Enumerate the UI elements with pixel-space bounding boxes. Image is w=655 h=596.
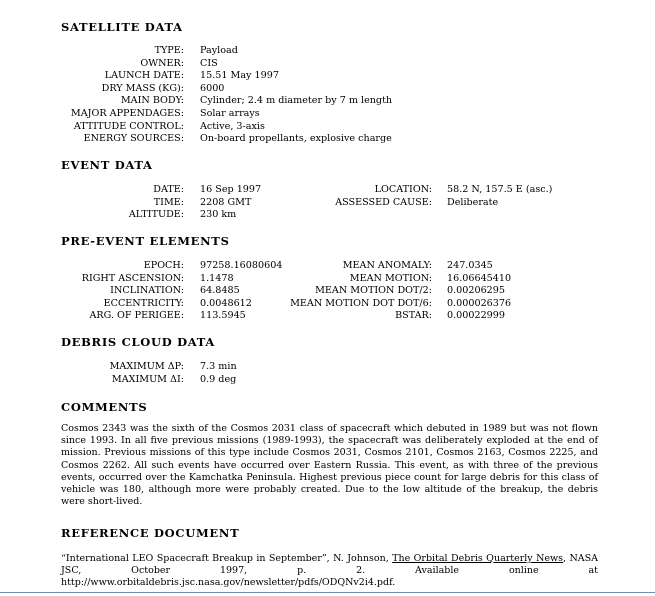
reference-citation: [61, 553, 598, 590]
debris-field-row: [0, 374, 237, 387]
element-field-label: MEAN MOTION DOT/2:: [315, 285, 432, 297]
event-field-row: [0, 197, 552, 210]
event-field-label: DATE:: [153, 184, 184, 195]
element-field-value: 64.8485: [200, 285, 240, 297]
satellite-field-label: TYPE:: [154, 45, 184, 56]
satellite-field-value: Payload: [200, 45, 238, 56]
section-heading-pre-event-elements: PRE-EVENT ELEMENTS: [61, 234, 230, 248]
satellite-field-label: ENERGY SOURCES:: [83, 133, 184, 145]
element-field-label: EPOCH:: [143, 260, 184, 271]
element-field-value: 0.000026376: [447, 297, 512, 309]
debris-cloud-data-table: [0, 361, 237, 386]
section-heading-reference-document: REFERENCE DOCUMENT: [61, 526, 240, 540]
satellite-field-value: CIS: [200, 57, 218, 69]
element-field-row: [0, 310, 511, 323]
event-field-label: LOCATION:: [374, 184, 432, 195]
element-field-label: MEAN ANOMALY:: [342, 260, 432, 271]
event-field-row: [0, 209, 261, 222]
satellite-field-value: Solar arrays: [200, 107, 260, 119]
debris-field-row: [0, 361, 237, 374]
event-field-value: 58.2 N, 157.5 E (asc.): [447, 184, 553, 195]
element-field-value: 0.00206295: [447, 285, 505, 297]
debris-field-value: 0.9 deg: [200, 373, 237, 385]
satellite-field-row: [0, 108, 392, 121]
satellite-field-value: Cylinder; 2.4 m diameter by 7 m length: [200, 95, 393, 107]
element-field-label: ARG. OF PERIGEE:: [89, 310, 184, 322]
reference-citation-details: , NASA JSC, October 1997, p. 2. Available online at http://www.orbitaldebris.jsc.nasa.gov/newsletter/pdfs/ODQNv2i4.pdf.: [61, 553, 598, 589]
element-field-label: MEAN MOTION:: [349, 272, 432, 284]
event-field-value: 230 km: [200, 209, 237, 221]
element-field-value: 0.0048612: [200, 297, 252, 309]
debris-field-value: 7.3 min: [200, 361, 237, 372]
element-field-value: 97258.16080604: [200, 260, 283, 271]
event-field-row: [0, 184, 552, 197]
comments-paragraph: Cosmos 2343 was the sixth of the Cosmos 2031 class of spacecraft which debuted in 1989 but was not flown since 1993. In all five previous missions (1989-1993), the spacecraft was deliberately exploded at the end of mission. Previous missions of this type include Cosmos 2031, Cosmos 2101, Cosmos 2163, Cosmos 2225, and Cosmos 2262. All such events have occurred over Eastern Russia. This event, as with three of the previous events, occurred over the Kamchatka Peninsula. Highest previous piece count for large debris for this class of vehicle was 180, although more were probably created. Due to the low altitude of the breakup, the debris were short-lived.: [61, 423, 598, 508]
element-field-value: 16.06645410: [447, 272, 512, 284]
event-field-value: Deliberate: [447, 196, 499, 208]
satellite-field-row: [0, 83, 392, 96]
pre-event-elements-right-table: [0, 260, 511, 323]
satellite-field-row: [0, 121, 392, 134]
element-field-label: ECCENTRICITY:: [103, 297, 184, 309]
satellite-field-label: DRY MASS (KG):: [101, 82, 184, 94]
event-field-value: 2208 GMT: [200, 196, 252, 208]
element-field-row: [0, 285, 511, 298]
satellite-field-value: On-board propellants, explosive charge: [200, 133, 392, 145]
satellite-field-label: MAIN BODY:: [120, 95, 184, 107]
page-bottom-rule: [0, 592, 655, 593]
section-heading-satellite-data: SATELLITE DATA: [61, 20, 183, 34]
section-heading-debris-cloud-data: DEBRIS CLOUD DATA: [61, 335, 215, 349]
event-data-right-table: [0, 184, 552, 209]
satellite-field-row: [0, 58, 392, 71]
element-field-value: 113.5945: [200, 310, 246, 322]
satellite-field-value: Active, 3-axis: [200, 120, 265, 132]
event-field-label: TIME:: [153, 196, 184, 208]
satellite-field-row: [0, 133, 392, 146]
debris-field-label: MAXIMUM ΔP:: [109, 361, 184, 372]
satellite-data-table: [0, 45, 392, 146]
satellite-field-row: [0, 45, 392, 58]
section-heading-comments: COMMENTS: [61, 400, 148, 414]
satellite-field-label: MAJOR APPENDAGES:: [70, 107, 184, 119]
satellite-field-label: ATTITUDE CONTROL:: [73, 120, 184, 132]
satellite-field-value: 6000: [200, 82, 225, 94]
element-field-row: [0, 260, 511, 273]
section-heading-event-data: EVENT DATA: [61, 158, 153, 172]
element-field-label: RIGHT ASCENSION:: [81, 272, 184, 284]
element-field-value: 247.0345: [447, 260, 493, 271]
satellite-field-row: [0, 95, 392, 108]
satellite-field-value: 15.51 May 1997: [200, 70, 279, 82]
element-field-row: [0, 298, 511, 311]
reference-citation-title: “International LEO Spacecraft Breakup in September”, N. Johnson,: [61, 553, 393, 564]
satellite-field-label: OWNER:: [140, 57, 184, 69]
event-field-value: 16 Sep 1997: [200, 184, 262, 195]
reference-journal-title: The Orbital Debris Quarterly News: [392, 553, 564, 564]
debris-field-label: MAXIMUM ΔI:: [111, 373, 184, 385]
element-field-label: MEAN MOTION DOT DOT/6:: [290, 297, 432, 309]
element-field-label: BSTAR:: [395, 310, 432, 322]
element-field-value: 0.00022999: [447, 310, 505, 322]
element-field-label: INCLINATION:: [110, 285, 184, 297]
event-field-label: ALTITUDE:: [128, 209, 184, 221]
satellite-field-row: [0, 70, 392, 83]
event-field-label: ASSESSED CAUSE:: [335, 196, 432, 208]
satellite-field-label: LAUNCH DATE:: [104, 70, 184, 82]
element-field-value: 1.1478: [200, 272, 234, 284]
element-field-row: [0, 273, 511, 286]
